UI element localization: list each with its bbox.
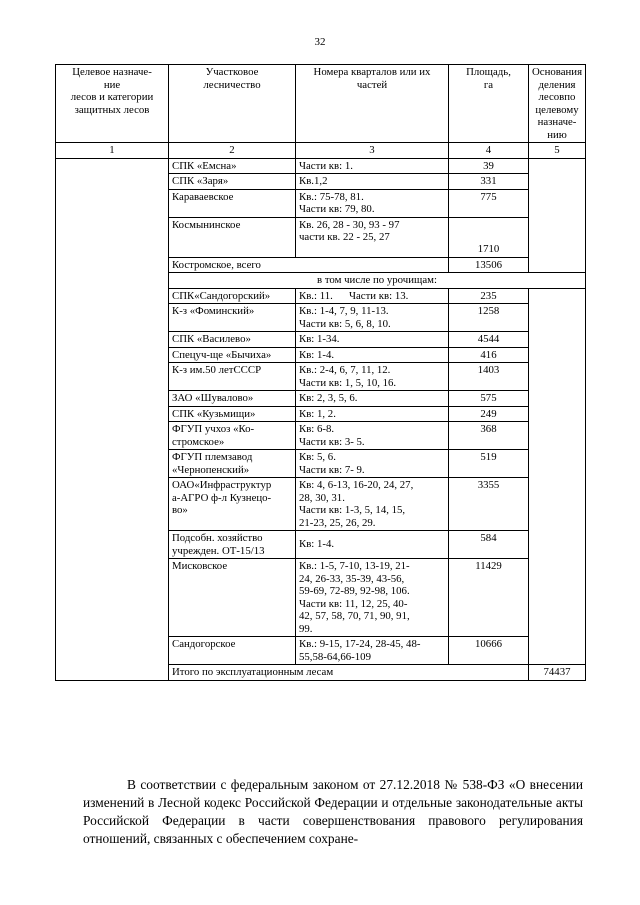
quarters-cell: Кв: 1-4. xyxy=(296,347,449,363)
forestry-cell: Сандогорское xyxy=(169,637,296,665)
quarters-cell: Кв.: 11. Части кв: 13. xyxy=(296,288,449,304)
forestry-cell: ЗАО «Шувалово» xyxy=(169,391,296,407)
forestry-cell: СПК «Заря» xyxy=(169,174,296,190)
column-number: 2 xyxy=(169,143,296,159)
area-cell: 775 xyxy=(449,189,529,217)
area-cell: 1258 xyxy=(449,304,529,332)
area-cell: 235 xyxy=(449,288,529,304)
total-area: 74437 xyxy=(529,665,586,681)
area-cell: 368 xyxy=(449,422,529,450)
quarters-cell: Кв. 26, 28 - 30, 93 - 97 части кв. 22 - 25, 27 xyxy=(296,217,449,257)
subheader-label: в том числе по урочищам: xyxy=(169,273,586,289)
area-cell: 575 xyxy=(449,391,529,407)
area-cell: 331 xyxy=(449,174,529,190)
forestry-cell: Спецуч-ще «Бычиха» xyxy=(169,347,296,363)
header-basis: Основания деления лесовпо целевому назначе- нию xyxy=(529,65,586,143)
forestry-cell: СПК «Василево» xyxy=(169,332,296,348)
table-header-row xyxy=(56,65,586,143)
header-area: Площадь, га xyxy=(449,65,529,143)
forestry-cell: К-з им.50 летСССР xyxy=(169,363,296,391)
total-label: Итого по эксплуатационным лесам xyxy=(169,665,529,681)
body-paragraph: В соответствии с федеральным законом от 27.12.2018 № 538-ФЗ «О внесении изменений в Лесной кодекс Российской Федерации и отдельные законодательные акты Российской Федерации в части совершенствования правового регулирования отношений, связанных с обеспечением сохране- xyxy=(83,777,583,846)
forestry-cell: ФГУП учхоз «Ко- стромское» xyxy=(169,422,296,450)
area-cell: 4544 xyxy=(449,332,529,348)
header-forestry: Участковое лесничество xyxy=(169,65,296,143)
area-cell: 39 xyxy=(449,158,529,174)
quarters-cell: Кв: 4, 6-13, 16-20, 24, 27, 28, 30, 31. Части кв: 1-3, 5, 14, 15, 21-23, 25, 26, 29. xyxy=(296,478,449,531)
quarters-cell: Кв: 1, 2. xyxy=(296,406,449,422)
area-cell: 11429 xyxy=(449,559,529,637)
quarters-cell: Кв.: 1-5, 7-10, 13-19, 21- 24, 26-33, 35-39, 43-56, 59-69, 72-89, 92-98, 106. Части кв: 11, 12, 25, 40- 42, 57, 58, 70, 71, 90, 91, 99. xyxy=(296,559,449,637)
column-number: 4 xyxy=(449,143,529,159)
area-cell: 249 xyxy=(449,406,529,422)
quarters-cell: Кв.: 9-15, 17-24, 28-45, 48- 55,58-64,66-109 xyxy=(296,637,449,665)
page-number: 32 xyxy=(314,36,326,48)
basis-cell xyxy=(529,158,586,273)
area-cell: 584 xyxy=(449,531,529,559)
forestry-cell: Мисковское xyxy=(169,559,296,637)
quarters-cell: Кв: 1-34. xyxy=(296,332,449,348)
basis-cell xyxy=(529,288,586,665)
header-purpose: Целевое назначе- ние лесов и категории защитных лесов xyxy=(56,65,169,143)
forestry-cell: К-з «Фоминский» xyxy=(169,304,296,332)
table-row xyxy=(56,158,586,174)
quarters-cell: Кв: 1-4. xyxy=(296,531,449,559)
subtotal-label: Костромское, всего xyxy=(169,257,449,273)
quarters-cell: Кв.1,2 xyxy=(296,174,449,190)
column-number: 5 xyxy=(529,143,586,159)
quarters-cell: Кв: 2, 3, 5, 6. xyxy=(296,391,449,407)
area-cell: 416 xyxy=(449,347,529,363)
forestry-cell: Космынинское xyxy=(169,217,296,257)
purpose-cell xyxy=(56,158,169,680)
column-number: 3 xyxy=(296,143,449,159)
area-cell: 519 xyxy=(449,450,529,478)
area-cell: 1710 xyxy=(449,217,529,257)
column-number: 1 xyxy=(56,143,169,159)
header-quarters: Номера кварталов или их частей xyxy=(296,65,449,143)
quarters-cell: Кв: 6-8. Части кв: 3- 5. xyxy=(296,422,449,450)
area-cell: 10666 xyxy=(449,637,529,665)
area-cell: 3355 xyxy=(449,478,529,531)
forestry-cell: ОАО«Инфраструктур а-АГРО ф-л Кузнецо- во» xyxy=(169,478,296,531)
quarters-cell: Кв.: 75-78, 81. Части кв: 79, 80. xyxy=(296,189,449,217)
forestry-cell: СПК «Кузьмищи» xyxy=(169,406,296,422)
area-cell: 1403 xyxy=(449,363,529,391)
forestry-cell: Подсобн. хозяйство учрежден. ОТ-15/13 xyxy=(169,531,296,559)
quarters-cell: Кв: 5, 6. Части кв: 7- 9. xyxy=(296,450,449,478)
forestry-cell: Караваевское xyxy=(169,189,296,217)
forestry-cell: СПК«Сандогорский» xyxy=(169,288,296,304)
quarters-cell: Части кв: 1. xyxy=(296,158,449,174)
subtotal-area: 13506 xyxy=(449,257,529,273)
quarters-cell: Кв.: 2-4, 6, 7, 11, 12. Части кв: 1, 5, 10, 16. xyxy=(296,363,449,391)
quarters-cell: Кв.: 1-4, 7, 9, 11-13. Части кв: 5, 6, 8, 10. xyxy=(296,304,449,332)
forestry-cell: СПК «Емсна» xyxy=(169,158,296,174)
forest-table xyxy=(55,64,586,681)
forestry-cell: ФГУП племзавод «Чернопенский» xyxy=(169,450,296,478)
column-number-row xyxy=(56,143,586,159)
